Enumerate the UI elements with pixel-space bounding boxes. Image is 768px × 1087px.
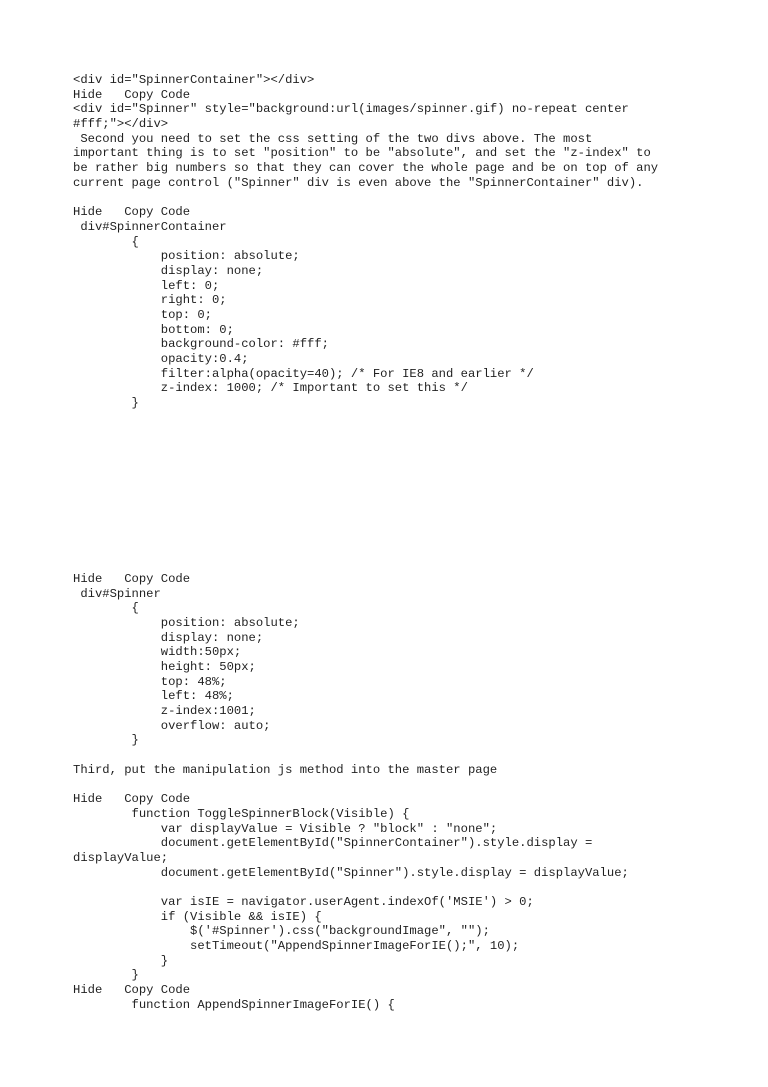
code-line: overflow: auto; — [73, 718, 271, 733]
code-line: { — [73, 601, 139, 616]
code-line: var displayValue = Visible ? "block" : "none"; — [73, 821, 498, 836]
code-line: if (Visible && isIE) { — [73, 909, 322, 924]
code-line: opacity:0.4; — [73, 352, 249, 367]
code-line: document.getElementById("Spinner").style.display = displayValue; — [73, 865, 629, 880]
document-page — [73, 73, 733, 1012]
code-line — [73, 880, 733, 895]
hide-copy-bar — [73, 792, 733, 807]
code-line: z-index: 1000; /* Important to set this */ — [73, 381, 468, 396]
code-line: top: 48%; — [73, 674, 227, 689]
code-block-toggle-spinner — [73, 807, 733, 983]
code-line: filter:alpha(opacity=40); /* For IE8 and earlier */ — [73, 366, 534, 381]
copy-code-link[interactable]: Copy Code — [124, 87, 191, 102]
code-line: <div id="SpinnerContainer"></div> — [73, 73, 315, 87]
copy-code-link[interactable]: Copy Code — [124, 205, 191, 220]
hide-copy-bar — [73, 88, 733, 103]
code-line: left: 0; — [73, 278, 220, 293]
code-line: position: absolute; — [73, 249, 300, 264]
hide-link[interactable]: Hide — [73, 792, 103, 807]
code-line: } — [73, 968, 139, 983]
spacer — [73, 748, 733, 763]
code-line: div#Spinner — [73, 586, 161, 601]
paragraph-line: be rather big numbers so that they can cover the whole page and be on top of any — [73, 161, 659, 176]
code-line: document.getElementById("SpinnerContainer").style.display = — [73, 836, 593, 851]
hide-copy-bar — [73, 572, 733, 587]
code-line: #fff;"></div> — [73, 117, 169, 132]
hide-copy-bar — [73, 983, 733, 998]
paragraph-line: Second you need to set the css setting of the two divs above. The most — [73, 131, 593, 146]
code-line: display: none; — [73, 630, 264, 645]
code-line: div#SpinnerContainer — [73, 219, 227, 234]
code-line: displayValue; — [73, 850, 169, 865]
code-line: right: 0; — [73, 293, 227, 308]
code-block-spinner — [73, 587, 733, 749]
paragraph-line: current page control ("Spinner" div is even above the "SpinnerContainer" div). — [73, 175, 644, 190]
paragraph-line: Third, put the manipulation js method into the master page — [73, 762, 498, 777]
code-line: bottom: 0; — [73, 322, 234, 337]
code-line: { — [73, 234, 139, 249]
code-line: <div id="Spinner" style="background:url(images/spinner.gif) no-repeat center — [73, 102, 629, 117]
code-line: } — [73, 396, 139, 411]
code-line: $('#Spinner').css("backgroundImage", ""); — [73, 924, 490, 939]
code-line: } — [73, 733, 139, 748]
paragraph-line: important thing is to set "position" to be "absolute", and set the "z-index" to — [73, 146, 651, 161]
code-line: var isIE = navigator.userAgent.indexOf('MSIE') > 0; — [73, 894, 534, 909]
hide-link[interactable]: Hide — [73, 87, 103, 102]
code-line: height: 50px; — [73, 659, 256, 674]
code-line: left: 48%; — [73, 689, 234, 704]
code-line: background-color: #fff; — [73, 337, 329, 352]
spacer — [73, 777, 733, 792]
copy-code-link[interactable]: Copy Code — [124, 792, 191, 807]
hide-link[interactable]: Hide — [73, 983, 103, 998]
code-line: top: 0; — [73, 308, 212, 322]
copy-code-link[interactable]: Copy Code — [124, 983, 191, 998]
code-line: setTimeout("AppendSpinnerImageForIE();", 10); — [73, 939, 520, 953]
code-line: z-index:1001; — [73, 704, 256, 718]
hide-link[interactable]: Hide — [73, 205, 103, 220]
code-block-spinner-container — [73, 220, 733, 411]
code-line: display: none; — [73, 263, 264, 278]
code-line: } — [73, 953, 169, 968]
spacer — [73, 191, 733, 206]
code-line: function ToggleSpinnerBlock(Visible) { — [73, 806, 410, 821]
code-line: width:50px; — [73, 645, 242, 660]
code-block-append-spinner — [73, 998, 733, 1013]
copy-code-link[interactable]: Copy Code — [124, 571, 191, 586]
code-line: position: absolute; — [73, 615, 300, 630]
hide-copy-bar — [73, 205, 733, 220]
page-whitespace — [73, 411, 733, 572]
hide-link[interactable]: Hide — [73, 571, 103, 586]
code-line: function AppendSpinnerImageForIE() { — [73, 997, 395, 1012]
